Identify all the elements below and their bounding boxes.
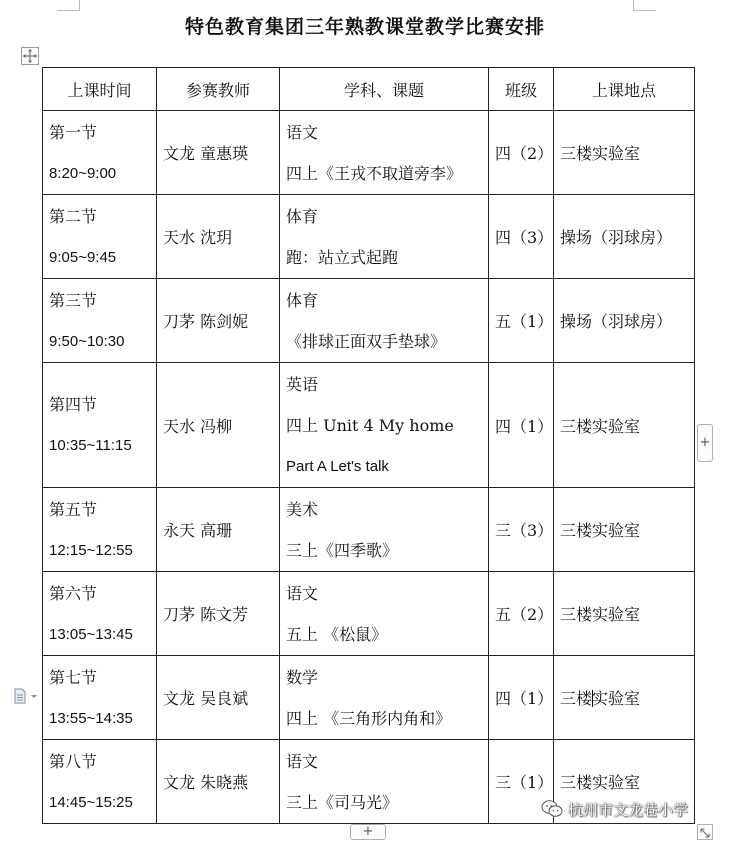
cell-teacher[interactable]: 刀茅 陈剑妮 [157,279,280,363]
table-header-row [43,68,695,111]
lesson-title: 四上 Unit 4 My home [286,415,454,435]
add-row-button[interactable]: + [350,824,386,840]
lesson-title: 四上《王戎不取道旁李》 [286,163,463,183]
header-time[interactable]: 上课时间 [43,68,157,111]
location-text: 三楼实验室 [560,144,641,163]
cell-location[interactable] [554,572,695,656]
cell-teacher[interactable]: 文龙 朱晓燕 [157,740,280,824]
cell-time[interactable] [43,656,157,740]
wechat-icon [541,799,563,819]
subject-name: 语文 [286,583,319,603]
cell-class[interactable]: 四（1） [489,656,554,740]
lesson-subtitle: Part A Let's talk [286,457,389,475]
page-corner-right [633,0,656,11]
table-resize-handle[interactable] [697,824,713,840]
lesson-title: 三上《司马光》 [286,792,399,812]
table-move-handle[interactable] [21,47,39,65]
cell-teacher[interactable]: 文龙 吴良斌 [157,656,280,740]
time-range: 10:35~11:15 [49,437,132,454]
location-text: 三楼实验室 [560,521,641,540]
cell-location[interactable] [554,195,695,279]
location-text-after-cursor: 实验室 [592,689,641,708]
table-row [43,572,695,656]
lesson-title: 四上 《三角形内角和》 [286,708,452,728]
cell-subject[interactable] [280,656,489,740]
cell-teacher[interactable]: 永天 高珊 [157,488,280,572]
cell-teacher[interactable]: 天水 沈玥 [157,195,280,279]
add-column-button[interactable]: + [697,424,713,462]
cell-teacher[interactable]: 文龙 童惠瑛 [157,111,280,195]
cell-class[interactable]: 三（3） [489,488,554,572]
table-row [43,279,695,363]
cell-subject[interactable] [280,195,489,279]
time-range: 12:15~12:55 [49,541,133,559]
period-label: 第五节 [49,499,98,519]
subject-name: 美术 [286,499,319,519]
time-range: 9:05~9:45 [49,248,117,266]
cell-class[interactable]: 三（1） [489,740,554,824]
cell-location[interactable] [554,111,695,195]
time-range: 8:20~9:00 [49,164,117,182]
subject-name: 数学 [286,667,319,687]
watermark-text: 杭州市文龙巷小学 [568,800,689,819]
subject-name: 体育 [286,290,319,310]
cell-time[interactable] [43,488,157,572]
document-margin-icon [13,688,39,704]
header-location[interactable]: 上课地点 [554,68,695,111]
cell-subject[interactable] [280,572,489,656]
cell-subject[interactable] [280,740,489,824]
document-title: 特色教育集团三年熟教课堂教学比赛安排 [184,16,545,38]
cell-time[interactable] [43,111,157,195]
cell-subject[interactable] [280,488,489,572]
subject-name: 体育 [286,206,319,226]
cell-location[interactable] [554,279,695,363]
subject-name: 语文 [286,122,319,142]
cell-time[interactable] [43,279,157,363]
watermark [541,798,688,820]
cell-location[interactable] [554,363,695,488]
time-range: 9:50~10:30 [49,332,125,350]
table-row [43,488,695,572]
location-text: 操场（羽球房） [560,228,673,247]
cell-class[interactable]: 四（2） [489,111,554,195]
cell-time[interactable] [43,363,157,488]
period-label: 第三节 [49,290,98,310]
cell-teacher[interactable]: 天水 冯柳 [157,363,280,488]
period-label: 第六节 [49,583,98,603]
lesson-title: 五上 《松鼠》 [286,624,388,644]
subject-name: 语文 [286,751,319,771]
document-margin-button[interactable] [13,688,39,704]
lesson-title: 跑：站立式起跑 [286,247,399,267]
cell-class[interactable]: 五（1） [489,279,554,363]
schedule-table [42,67,695,824]
cell-class[interactable]: 五（2） [489,572,554,656]
location-text: 操场（羽球房） [560,312,673,331]
table-row [43,195,695,279]
location-text: 三楼实验室 [560,605,641,624]
period-label: 第八节 [49,751,98,771]
location-text: 三楼实验室 [560,416,641,436]
page-corner-left [57,0,80,11]
time-range: 13:05~13:45 [49,625,133,643]
table-row [43,111,695,195]
cell-subject[interactable] [280,363,489,488]
table-row [43,656,695,740]
cell-time[interactable] [43,572,157,656]
time-range: 13:55~14:35 [49,709,133,727]
period-label: 第一节 [49,122,98,142]
subject-name: 英语 [286,374,319,394]
cell-teacher[interactable]: 刀茅 陈文芳 [157,572,280,656]
cell-subject[interactable] [280,279,489,363]
location-text: 三楼 [560,689,593,708]
move-arrows-icon [22,48,38,64]
cell-class[interactable]: 四（3） [489,195,554,279]
table-row [43,363,695,488]
cell-class[interactable]: 四（1） [489,363,554,488]
period-label: 第二节 [49,206,98,226]
cell-time[interactable] [43,195,157,279]
period-label: 第七节 [49,667,98,687]
cell-location[interactable] [554,656,695,740]
resize-diagonal-icon [698,826,712,840]
lesson-title: 《排球正面双手垫球》 [286,331,447,351]
location-text: 三楼实验室 [560,773,641,792]
header-class[interactable]: 班级 [489,68,554,111]
header-subject[interactable]: 学科、课题 [280,68,489,111]
time-range: 14:45~15:25 [49,793,133,811]
lesson-title: 三上《四季歌》 [286,540,399,560]
cell-time[interactable] [43,740,157,824]
period-label: 第四节 [49,395,98,414]
header-teacher[interactable]: 参赛教师 [157,68,280,111]
cell-location[interactable] [554,488,695,572]
cell-subject[interactable] [280,111,489,195]
